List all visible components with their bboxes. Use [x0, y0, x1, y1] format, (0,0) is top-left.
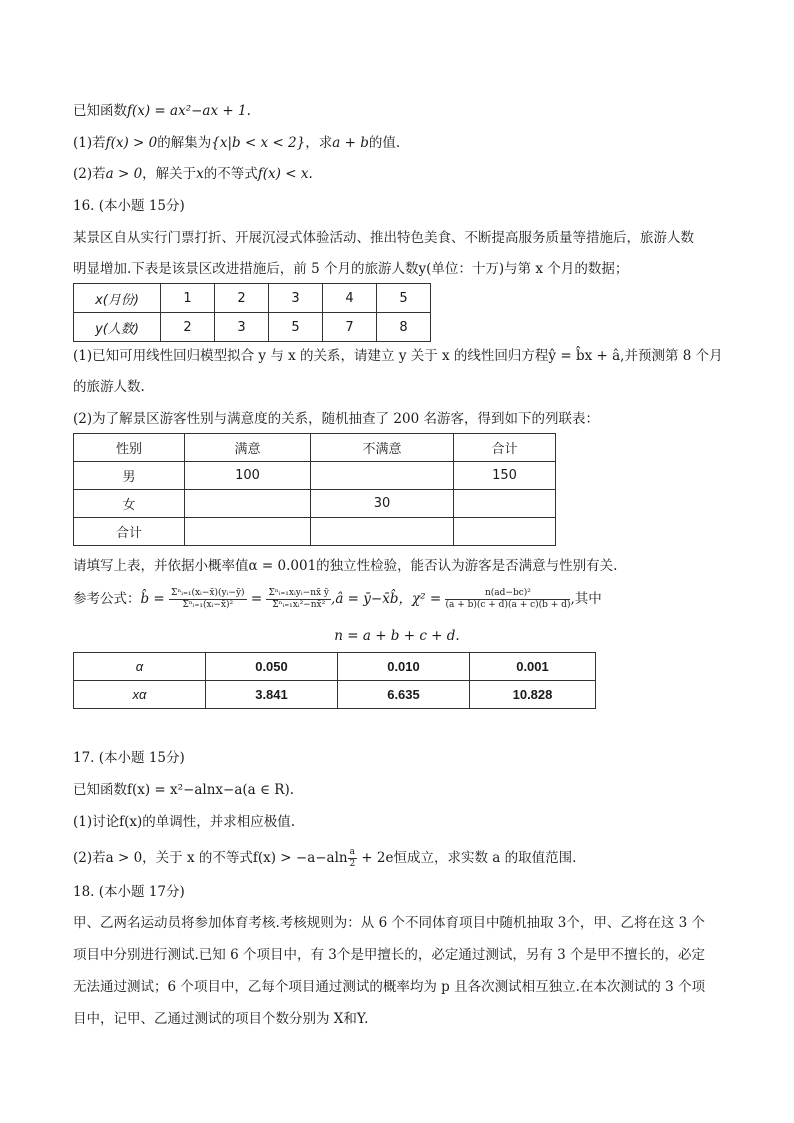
table-cell: 6.635 — [338, 681, 470, 709]
monthly-data-table — [73, 283, 431, 342]
table-cell: 4 — [323, 284, 377, 313]
table-cell: 2 — [215, 284, 269, 313]
formula-fraction: $\frac{a}{2}$ — [349, 847, 356, 869]
table-header-cell: xα — [74, 681, 206, 709]
q16-part1-line2: 的旅游人数. — [73, 379, 145, 395]
table-cell — [311, 518, 454, 546]
table-cell: 8 — [377, 313, 431, 342]
q15-part2: (2)若a > 0，解关于x的不等式f(x) < x. — [73, 166, 313, 182]
table-header-cell: 性别 — [74, 434, 185, 462]
table-cell: 男 — [74, 462, 185, 490]
table-cell: 女 — [74, 490, 185, 518]
table-row — [74, 284, 431, 313]
contingency-table — [73, 433, 556, 546]
table-cell: 合计 — [74, 518, 185, 546]
q18-line4: 目中，记甲、乙通过测试的项目个数分别为 X和Y. — [73, 1011, 369, 1027]
table-cell: 3 — [269, 284, 323, 313]
table-cell: 3.841 — [206, 681, 338, 709]
q16-text-line1: 某景区自从实行门票打折、开展沉浸式体验活动、推出特色美食、不断提高服务质量等措施后，旅游人数 — [73, 230, 694, 246]
q17-part2: (2)若a > 0，关于 x 的不等式f(x) > −a−aln $\frac{a}{2}$ + 2e恒成立，求实数 a 的取值范围. — [73, 847, 577, 869]
q17-header: 17. (本小题 15分) — [73, 750, 185, 766]
q17-part1: (1)讨论f(x)的单调性，并求相应极值. — [73, 814, 296, 830]
table-row — [74, 462, 556, 490]
formula-fraction: $\frac{\text{Σⁿᵢ₌₁(xᵢ−x̄)(yᵢ−ȳ)}}{\text{Σⁿᵢ₌₁(xᵢ−x̄)²}}$ — [171, 588, 245, 610]
table-cell: 100 — [185, 462, 311, 490]
formula-fraction: $\frac{\text{n(ad−bc)²}}{(a + b)(c + d)(a + c)(b + d)}$ — [445, 588, 571, 610]
n-formula: n = a + b + c + d. — [334, 628, 460, 644]
table-header-cell: x(月份) — [74, 284, 161, 313]
q17-line1: 已知函数f(x) = x²−alnx−a(a ∈ R). — [73, 782, 295, 798]
q15-intro: 已知函数f(x) = ax²−ax + 1. — [73, 103, 251, 119]
table-header-cell: 满意 — [185, 434, 311, 462]
table-cell: 5 — [377, 284, 431, 313]
q16-part2-task: 请填写上表，并依据小概率值α = 0.001的独立性检验，能否认为游客是否满意与性别有关. — [73, 558, 618, 574]
table-row — [74, 518, 556, 546]
table-cell — [454, 518, 556, 546]
formula-fraction: $\frac{\text{Σⁿᵢ₌₁xᵢyᵢ−nx̄ ȳ}}{\text{Σⁿᵢ₌₁xᵢ²−nx̄²}}$ — [268, 588, 330, 610]
table-row — [74, 681, 596, 709]
q15-part1: (1)若f(x) > 0的解集为{x|b < x < 2}，求a + b的值. — [73, 135, 401, 151]
q16-part2-line: (2)为了解景区游客性别与满意度的关系，随机抽查了 200 名游客，得到如下的列联表： — [73, 411, 599, 427]
table-header-cell: y(人数) — [74, 313, 161, 342]
q16-header: 16. (本小题 15分) — [73, 198, 185, 214]
q16-text-line2: 明显增加.下表是该景区改进措施后，前 5 个月的旅游人数y(单位：十万)与第 x 个月的数据； — [73, 261, 629, 277]
table-cell: 3 — [215, 313, 269, 342]
table-header-cell: α — [74, 653, 206, 681]
table-header-cell: 合计 — [454, 434, 556, 462]
table-cell: 2 — [161, 313, 215, 342]
q16-part1-line1: (1)已知可用线性回归模型拟合 y 与 x 的关系，请建立 y 关于 x 的线性回归方程ŷ = b̂x + â,并预测第 8 个月 — [73, 348, 723, 364]
reference-formula: 参考公式：b̂ = $\frac{\text{Σⁿᵢ₌₁(xᵢ−x̄)(yᵢ−ȳ)}}{\text{Σⁿᵢ₌₁(xᵢ−x̄)²}}$ = $\frac{\text{Σⁿᵢ₌₁xᵢyᵢ−nx̄ ȳ}}{\text{Σⁿᵢ₌₁xᵢ²−nx̄²}}$ ,â = ȳ−x̄b̂，χ² = $\frac{\text{n(ad−bc)²}}{(a + b)(c + d)(a + c)(b + d)}$ ,其中 — [73, 588, 602, 610]
q18-line2: 项目中分别进行测试.已知 6 个项目中，有 3个是甲擅长的，必定通过测试，另有 3 个是甲不擅长的，必定 — [73, 947, 706, 963]
table-cell: 5 — [269, 313, 323, 342]
table-cell — [311, 462, 454, 490]
table-cell: 0.010 — [338, 653, 470, 681]
table-cell: 0.050 — [206, 653, 338, 681]
table-row — [74, 313, 431, 342]
q18-header: 18. (本小题 17分) — [73, 884, 185, 900]
table-row — [74, 653, 596, 681]
q18-line1: 甲、乙两名运动员将参加体育考核.考核规则为：从 6 个不同体育项目中随机抽取 3个，甲、乙将在这 3 个 — [73, 915, 706, 931]
table-cell: 10.828 — [470, 681, 596, 709]
table-cell: 30 — [311, 490, 454, 518]
table-cell — [454, 490, 556, 518]
table-row — [74, 490, 556, 518]
table-row — [74, 434, 556, 462]
table-cell: 1 — [161, 284, 215, 313]
table-cell: 0.001 — [470, 653, 596, 681]
q18-line3: 无法通过测试；6 个项目中，乙每个项目通过测试的概率均为 p 且各次测试相互独立.在本次测试的 3 个项 — [73, 979, 706, 995]
table-header-cell: 不满意 — [311, 434, 454, 462]
table-cell: 150 — [454, 462, 556, 490]
table-cell — [185, 490, 311, 518]
table-cell — [185, 518, 311, 546]
critical-value-table — [73, 652, 596, 709]
table-cell: 7 — [323, 313, 377, 342]
